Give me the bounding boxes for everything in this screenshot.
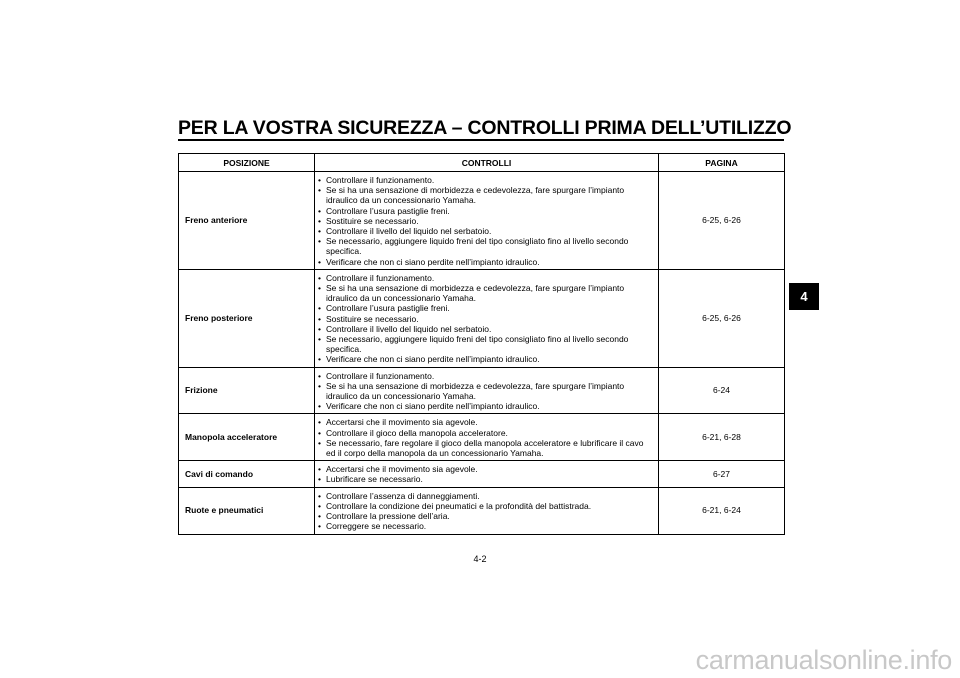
table-row	[179, 461, 785, 487]
row-page-ref: 6-24	[659, 367, 785, 414]
check-item: • Controllare il livello del liquido nel serbatoio.	[318, 226, 652, 236]
check-item: • Verificare che non ci siano perdite nell’impianto idraulico.	[318, 401, 652, 411]
column-header-position: POSIZIONE	[179, 154, 315, 172]
row-checks	[315, 461, 659, 487]
row-position: Frizione	[179, 367, 315, 414]
check-item: • Verificare che non ci siano perdite nell’impianto idraulico.	[318, 354, 652, 364]
check-item: • Controllare il funzionamento.	[318, 273, 652, 283]
table-row	[179, 487, 785, 534]
row-checks	[315, 414, 659, 461]
check-item: • Se necessario, fare regolare il gioco della manopola acceleratore e lubrificare il cavo ed il corpo della manopola da un concessionario Yamaha.	[318, 438, 652, 458]
table-header-row	[179, 154, 785, 172]
page-title: PER LA VOSTRA SICUREZZA – CONTROLLI PRIMA DELL’UTILIZZO	[178, 117, 792, 139]
table-row	[179, 367, 785, 414]
check-item: • Accertarsi che il movimento sia agevole.	[318, 464, 652, 474]
row-checks	[315, 269, 659, 367]
row-checks	[315, 487, 659, 534]
check-item: • Controllare l’assenza di danneggiamenti.	[318, 491, 652, 501]
check-item: • Se si ha una sensazione di morbidezza e cedevolezza, fare spurgare l’impianto idraulico da un concessionario Yamaha.	[318, 283, 652, 303]
check-item: • Sostituire se necessario.	[318, 314, 652, 324]
check-item: • Lubrificare se necessario.	[318, 474, 652, 484]
check-item: • Controllare l’usura pastiglie freni.	[318, 206, 652, 216]
row-page-ref: 6-25, 6-26	[659, 269, 785, 367]
check-item: • Sostituire se necessario.	[318, 216, 652, 226]
row-page-ref: 6-21, 6-28	[659, 414, 785, 461]
row-position: Freno posteriore	[179, 269, 315, 367]
row-page-ref: 6-21, 6-24	[659, 487, 785, 534]
check-item: • Controllare l’usura pastiglie freni.	[318, 303, 652, 313]
check-item: • Se si ha una sensazione di morbidezza e cedevolezza, fare spurgare l’impianto idraulico da un concessionario Yamaha.	[318, 185, 652, 205]
chapter-tab: 4	[789, 283, 819, 310]
table-row	[179, 172, 785, 270]
row-position: Cavi di comando	[179, 461, 315, 487]
row-position: Manopola acceleratore	[179, 414, 315, 461]
column-header-page: PAGINA	[659, 154, 785, 172]
checks-table	[178, 153, 785, 535]
check-item: • Controllare la condizione dei pneumatici e la profondità del battistrada.	[318, 501, 652, 511]
row-position: Freno anteriore	[179, 172, 315, 270]
row-page-ref: 6-25, 6-26	[659, 172, 785, 270]
row-checks	[315, 367, 659, 414]
check-item: • Controllare il gioco della manopola acceleratore.	[318, 428, 652, 438]
check-item: • Se necessario, aggiungere liquido freni del tipo consigliato fino al livello secondo specifica.	[318, 334, 652, 354]
column-header-checks: CONTROLLI	[315, 154, 659, 172]
check-item: • Controllare il funzionamento.	[318, 371, 652, 381]
page-number: 4-2	[473, 554, 487, 564]
table-row	[179, 414, 785, 461]
check-item: • Accertarsi che il movimento sia agevole.	[318, 417, 652, 427]
title-underline	[178, 139, 784, 141]
row-page-ref: 6-27	[659, 461, 785, 487]
check-item: • Verificare che non ci siano perdite nell’impianto idraulico.	[318, 257, 652, 267]
table-row	[179, 269, 785, 367]
row-checks	[315, 172, 659, 270]
check-item: • Se si ha una sensazione di morbidezza e cedevolezza, fare spurgare l’impianto idraulico da un concessionario Yamaha.	[318, 381, 652, 401]
check-item: • Controllare il funzionamento.	[318, 175, 652, 185]
watermark: carmanualsonline.info	[695, 645, 952, 675]
check-item: • Correggere se necessario.	[318, 521, 652, 531]
check-item: • Se necessario, aggiungere liquido freni del tipo consigliato fino al livello secondo specifica.	[318, 236, 652, 256]
row-position: Ruote e pneumatici	[179, 487, 315, 534]
check-item: • Controllare il livello del liquido nel serbatoio.	[318, 324, 652, 334]
check-item: • Controllare la pressione dell’aria.	[318, 511, 652, 521]
